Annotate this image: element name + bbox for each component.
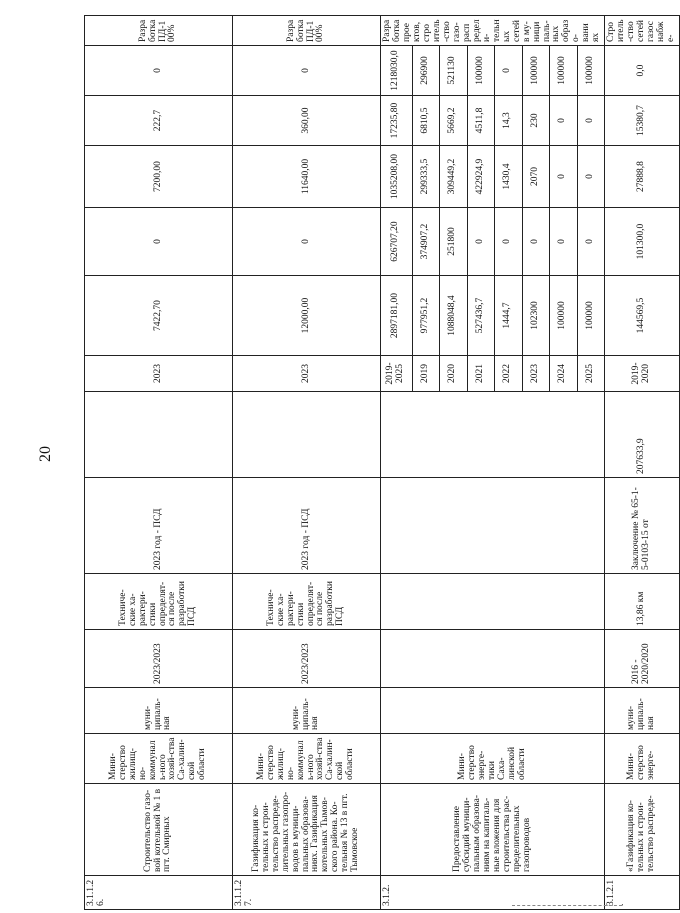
- cell-fed: 0: [522, 208, 550, 276]
- cell-fed: 0: [85, 208, 233, 276]
- cell-name: «Газификация ко-тельных и строи-тельство распреде-: [605, 784, 680, 876]
- table-body: [85, 16, 680, 910]
- cell-total: 7422,70: [85, 276, 233, 356]
- cell-num: 3.1.2.: [381, 876, 605, 910]
- table-row: [381, 16, 413, 910]
- cell-fed: 0: [495, 208, 523, 276]
- table-rotation-frame: [84, 16, 677, 910]
- cell-executor: Мини-стерство энерге-тики Саха-линской области: [381, 734, 605, 784]
- cell-ownership: [381, 688, 605, 734]
- cell-estimate: 207633,9: [605, 392, 680, 478]
- cell-total: 100000: [550, 276, 578, 356]
- cell-result: Строитель-ство сетей газоснабже-: [605, 16, 680, 46]
- cell-year: 2021: [467, 356, 495, 392]
- cell-doc: 2023 год - ПСД: [85, 478, 233, 574]
- cell-reg: 0: [577, 146, 605, 208]
- cell-years: 2023/2023: [85, 630, 233, 688]
- cell-executor: Мини-стерство жилищ-но-коммуналь-ного хозяй-ства Са-халин-ской области: [85, 734, 233, 784]
- cell-result: Разработка ПД-100%: [85, 16, 233, 46]
- cell-estimate: [233, 392, 381, 478]
- cell-mun: 5669,2: [440, 96, 468, 146]
- cell-fed: 0: [550, 208, 578, 276]
- cell-total: 2897181,00: [381, 276, 413, 356]
- cell-num: 3.1.1.27.: [233, 876, 381, 910]
- cell-reg: 1035208,00: [381, 146, 413, 208]
- page-number: 20: [37, 446, 54, 462]
- cell-other: 100000: [577, 46, 605, 96]
- cell-name: Строительство газо-вой котельной № 1 в пгт. Смирных: [85, 784, 233, 876]
- program-table: [84, 15, 680, 910]
- cell-mun: 15380,7: [605, 96, 680, 146]
- cell-capacity: Техниче-ские ха-рактери-стики определят-ся после разработки ПСД: [233, 574, 381, 630]
- cell-other: 0: [85, 46, 233, 96]
- cell-reg: 1430,4: [495, 146, 523, 208]
- cell-num: 3.1.1.26.: [85, 876, 233, 910]
- cell-capacity: [381, 574, 605, 630]
- cell-mun: 6810,5: [412, 96, 440, 146]
- table-row: [233, 16, 381, 910]
- cell-other: 1218030,0: [381, 46, 413, 96]
- cell-ownership: муни-ципаль-ная: [605, 688, 680, 734]
- cell-reg: 0: [550, 146, 578, 208]
- cell-fed: 251800: [440, 208, 468, 276]
- cell-mun: 17235,80: [381, 96, 413, 146]
- cell-ownership: муни-ципаль-ная: [233, 688, 381, 734]
- cell-mun: 222,7: [85, 96, 233, 146]
- cell-other: 100000: [522, 46, 550, 96]
- cell-mun: 14,3: [495, 96, 523, 146]
- cell-num: 3.1.2.1.: [605, 876, 680, 910]
- cell-result: Разработка ПД-100%: [233, 16, 381, 46]
- cell-name: Газификация ко-тельных и строи-тельство распреде-лительных газопро-водов в муници-пальных образова-ниях. Газификация котельных Тымов-ского района. Ко-тельная № 13 в пгт. Тымовское: [233, 784, 381, 876]
- cell-mun: 230: [522, 96, 550, 146]
- cell-doc: 2023 год - ПСД: [233, 478, 381, 574]
- cell-fed: 101300,0: [605, 208, 680, 276]
- cell-reg: 11640,00: [233, 146, 381, 208]
- cell-doc: Заключение № 65-1-5-0103-15 от: [605, 478, 680, 574]
- cell-reg: 299333,5: [412, 146, 440, 208]
- cell-year: 2023: [233, 356, 381, 392]
- cell-result: Разработка проектов, строитель-ство газо-распредели-тельных сетей в му-ниципаль-ных образо-ваниях: [381, 16, 605, 46]
- cell-mun: 360,00: [233, 96, 381, 146]
- cell-fed: 0: [577, 208, 605, 276]
- cell-year: 2024: [550, 356, 578, 392]
- cell-fed: 0: [233, 208, 381, 276]
- cell-total: 977951,2: [412, 276, 440, 356]
- table-row: [85, 16, 233, 910]
- cell-estimate: [85, 392, 233, 478]
- cell-executor: Мини-стерство жилищ-но-коммуналь-ного хозяй-ства Са-халин-ской области: [233, 734, 381, 784]
- cell-mun: 0: [550, 96, 578, 146]
- cell-reg: 2070: [522, 146, 550, 208]
- cell-other: 100000: [550, 46, 578, 96]
- cell-name: Предоставление субсидий муници-пальным образова-ниям на капиталь-ные вложения для строительства рас-пределительных газопроводов: [381, 784, 605, 876]
- cell-total: 100000: [577, 276, 605, 356]
- cell-year: 2023: [85, 356, 233, 392]
- rotated-table-sheet: [84, 16, 677, 910]
- cell-years: [381, 630, 605, 688]
- cell-other: 0: [233, 46, 381, 96]
- cell-mun: 4511,8: [467, 96, 495, 146]
- cell-reg: 422924,9: [467, 146, 495, 208]
- cell-years: 2023/2023: [233, 630, 381, 688]
- cell-total: 12000,00: [233, 276, 381, 356]
- cell-fed: 626707,20: [381, 208, 413, 276]
- cell-other: 100000: [467, 46, 495, 96]
- cell-total: 1088048,4: [440, 276, 468, 356]
- cell-years: 2016 - 2020/2020: [605, 630, 680, 688]
- scratch-mark: [512, 905, 622, 907]
- cell-doc: [381, 478, 605, 574]
- cell-ownership: муни-ципаль-ная: [85, 688, 233, 734]
- cell-reg: 309449,2: [440, 146, 468, 208]
- cell-year: 2023: [522, 356, 550, 392]
- table-row: [605, 16, 680, 910]
- cell-total: 527436,7: [467, 276, 495, 356]
- cell-estimate: [381, 392, 605, 478]
- cell-year: 2020: [440, 356, 468, 392]
- cell-executor: Мини-стерство энерге-: [605, 734, 680, 784]
- cell-other: 0: [495, 46, 523, 96]
- cell-other: 296900: [412, 46, 440, 96]
- cell-capacity: 13,86 км: [605, 574, 680, 630]
- cell-fed: 0: [467, 208, 495, 276]
- cell-mun: 0: [577, 96, 605, 146]
- cell-total: 1444,7: [495, 276, 523, 356]
- cell-reg: 27888,8: [605, 146, 680, 208]
- cell-other: 521130: [440, 46, 468, 96]
- cell-total: 102300: [522, 276, 550, 356]
- cell-year: 2019: [412, 356, 440, 392]
- cell-capacity: Техниче-ские ха-рактери-стики определят-ся после разработки ПСД: [85, 574, 233, 630]
- cell-year: 2022: [495, 356, 523, 392]
- cell-year: 2019-2025: [381, 356, 413, 392]
- cell-total: 144569,5: [605, 276, 680, 356]
- cell-year: 2019-2020: [605, 356, 680, 392]
- cell-year: 2025: [577, 356, 605, 392]
- cell-reg: 7200,00: [85, 146, 233, 208]
- cell-other: 0,0: [605, 46, 680, 96]
- cell-fed: 374907,2: [412, 208, 440, 276]
